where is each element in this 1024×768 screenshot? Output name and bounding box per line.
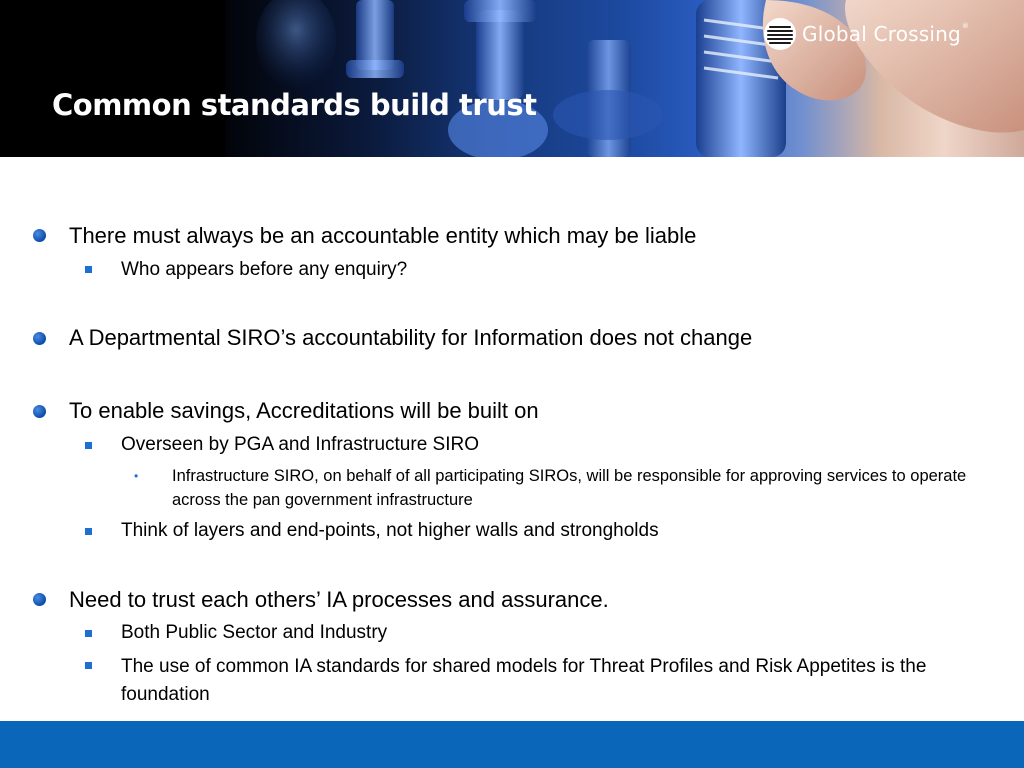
bullet-3-sub-1-detail: Infrastructure SIRO, on behalf of all participating SIROs, will be responsible for approving services to operate across the pan government infrastructure: [172, 467, 967, 509]
footer-bar: [0, 721, 1024, 768]
bullet-dot-icon: [33, 332, 46, 345]
bullet-square-icon: [85, 630, 92, 637]
bullet-dot-icon: [33, 229, 46, 242]
bullet-square-icon: [85, 528, 92, 535]
company-logo: [763, 17, 969, 51]
bullet-1: There must always be an accountable entity which may be liable: [69, 223, 697, 248]
header-black-panel: [0, 0, 225, 157]
bullet-square-icon: [85, 266, 92, 273]
bullet-3: To enable savings, Accreditations will be built on: [69, 398, 539, 423]
logo-registered-mark: ®: [961, 22, 970, 30]
bullet-square-icon: [85, 442, 92, 449]
bullet-3-sub-2: Think of layers and end-points, not higher walls and strongholds: [121, 520, 659, 541]
bullet-square-icon: [85, 662, 92, 669]
bullet-3-sub-1: Overseen by PGA and Infrastructure SIRO: [121, 434, 479, 455]
slide-header: [0, 0, 1024, 157]
bullet-1-sub-1: Who appears before any enquiry?: [121, 259, 408, 280]
bullet-4-sub-2: The use of common IA standards for shared models for Threat Profiles and Risk Appetites is the foundation: [121, 656, 927, 705]
global-crossing-logo-icon: [763, 17, 797, 51]
bullet-4-sub-1: Both Public Sector and Industry: [121, 622, 388, 643]
bullet-2: A Departmental SIRO’s accountability for Information does not change: [69, 325, 753, 350]
bullet-dot-icon: [33, 405, 46, 418]
bullet-small-dot-icon: •: [134, 469, 139, 483]
slide-title: Common standards build trust: [52, 88, 537, 122]
bullet-dot-icon: [33, 593, 46, 606]
logo-text: [802, 22, 969, 46]
logo-name: Global Crossing: [802, 22, 961, 46]
bullet-4: Need to trust each others’ IA processes and assurance.: [69, 587, 609, 612]
